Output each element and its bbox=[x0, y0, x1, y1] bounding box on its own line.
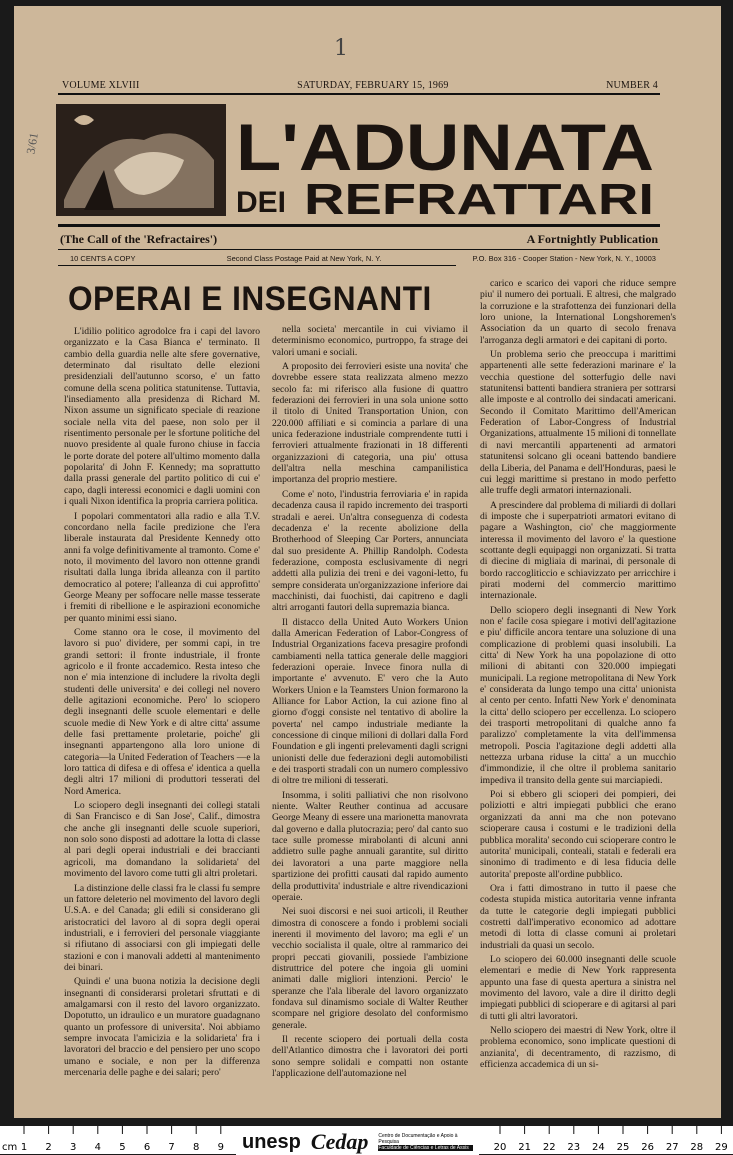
paragraph: A prescindere dal problema di miliardi di dollari di imposte che i superpatrioti armatori evitano di pagare a Washington, cio' che maggiormente interessa il movimento del lavoro e' la questione scottante degli equipaggi non organizzati. Si tratta di diecine di migliaia di marinai, di personale di bordo raccogliticcio e schiavizzato per arricchire i pirati moderni del commercio marittimo internazionale. bbox=[480, 499, 676, 602]
paragraph: Come e' noto, l'industria ferroviaria e' in rapida decadenza causa il rapido incremento dei trasporti stradali e aerei. Un'altra conseguenza di codesta decadenza e' la recente abolizione della Brotherhood of Sleeping Car Porters, annunciata dal suo presidente A. Phillip Randolph. Codesta federazione, composta esclusivamente di negri addetti alla pulizia dei treni e dei vagoni-letto, fu sempre considerata un'organizzazione inferiore dai macchinisti, dai fuochisti, dai capitreno e dagli altri arroganti fautori della supremazia bianca. bbox=[272, 488, 468, 614]
ruler-number: 25 bbox=[616, 1142, 630, 1153]
title-dei: DEI bbox=[236, 186, 287, 219]
article-column-2 bbox=[272, 324, 468, 1082]
paragraph: nella societa' mercantile in cui viviamo il determinismo economico, purtroppo, fa strage dei valori umani e sociali. bbox=[272, 324, 468, 358]
volume: VOLUME XLVIII bbox=[62, 80, 140, 91]
ruler-number: 26 bbox=[641, 1142, 654, 1153]
ruler-number: 6 bbox=[143, 1142, 151, 1153]
paragraph: Lo sciopero degli insegnanti dei collegi statali di San Francisco e di San Jose', Calif., dimostra che anche gli insegnanti delle scuole superiori, non solo sono disposti ad adottare la lotta di classe al pari degli operai industriali e dei braccianti agricoli, ma domandano la solidarieta' del movimento del lavoro come tutti gli altri proletari. bbox=[64, 800, 260, 880]
footer-logos bbox=[236, 1129, 479, 1155]
article-headline: OPERAI E INSEGNANTI bbox=[68, 280, 432, 318]
address: P.O. Box 316 - Cooper Station - New York, N. Y., 10003 bbox=[472, 254, 656, 263]
ruler-number: 29 bbox=[715, 1142, 728, 1153]
scale-ruler bbox=[0, 1126, 733, 1154]
price: 10 CENTS A COPY bbox=[70, 254, 136, 263]
masthead bbox=[54, 100, 660, 220]
ruler-number: 3 bbox=[70, 1142, 77, 1153]
article-column-1 bbox=[64, 326, 260, 1081]
paragraph: La distinzione delle classi fra le classi fu sempre un fattore deleterio nel movimento del lavoro degli U.S.A. e del Canada; gli edili si considerano gli aristocratici del lavoro al di sopra degli operai industriali, e i ferrovieri del personale viaggiante si rifiutano di associarsi con gli impiegati delle stazioni e con i manovali addetti al mantenimento dei binari. bbox=[64, 882, 260, 973]
paragraph: Dello sciopero degli insegnanti di New York non e' facile cosa spiegare i motivi dell'agitazione e piu' difficile ancora tentare una soluzione di una complicazione di problemi quasi insolubili. La citta' di New York ha una popolazione di otto milioni di abitanti con 320.000 impiegati municipali. La regione metropolitana di New York e' considerata da lungo tempo una citta' unionista al cento per cento. Infatti New York e' denominata la citta' dello sciopero per eccellenza. Lo sciopero dei trasporti metropolitani di qualche anno fa paralizzo' completamente la vita dell'immensa metropoli. Poscia l'agitazione degli addetti alla nettezza urbana riduse la citta' a un mucchio d'immondizie, il che oltre il problema sanitario impediva il transito della gente sui marciapiedi. bbox=[480, 604, 676, 786]
info-rule-bottom bbox=[58, 265, 456, 266]
paragraph: Quindi e' una buona notizia la decisione degli insegnanti di considerarsi proletari sfruttati e di amalgamarsi con il resto del lavoro organizzato. Dopotutto, un idraulico e un muratore guadagnano quanto un professore di universita'. Noi abbiamo sempre invocata l'amicizia e la solidarieta' fra i lavoratori del braccio e del pensiero per uno scopo umano e sociale, e non per la differenza mercenaria delle paghe e dei salari; pero' bbox=[64, 976, 260, 1078]
unesp-logo: unesp bbox=[242, 1130, 301, 1153]
paragraph: Insomma, i soliti palliativi che non risolvono niente. Walter Reuther continua ad accusare George Meany di essere una marionetta manovrata dal governo e dalla plutocrazia; pero' dal canto suo tace sulle promesse mirabolanti di alcuni anni addietro sulle paghe annuali garantite, sul diritto dei lavoratori a una parte maggiore nella spartizione dei profitti causati dal rapido aumento della produttivita' industriale e altre rivendicazioni operaie. bbox=[272, 789, 468, 903]
paragraph: Poi si ebbero gli scioperi dei pompieri, dei poliziotti e altri impiegati pubblici che erano organizzati da anni ma che non potevano scioperare causa i costumi e le tradizioni della pubblica moralita' secondo cui scioperare contro le autorita' municipali, conteali, statali e federali era sinonimo di tradimento e di lesa fiducia delle autorita' preposte all'ordine pubblico. bbox=[480, 789, 676, 880]
paragraph: I popolari commentatori alla radio e alla T.V. concordano nella facile predizione che l'era liberale instaurata dal Presidente Kennedy otto anni fa volge definitivamente al tramonto. Come e' noto, il movimento del lavoro non ottenne grandi risultati dalla lunga ibrida alleanza con il partito democratico al potere; l'alleanza di cui approfitto' George Meany per soffocare nelle masse tesserate i fremiti di ribellione e le aspirazioni economiche per quanto minimi essi siano. bbox=[64, 510, 260, 624]
title-line2: REFRATTARI bbox=[304, 175, 654, 220]
paragraph: Un problema serio che preoccupa i marittimi appartenenti alle sette federazioni marinare e' la vecchia questione del sotterfugio delle navi statunitensi battenti bandiera straniera per sottrarsi alle imposte e al controllo dei sindacati americani. Secondo il Comitato Marittimo dell'American Federation of Labor-Congress of Industrial Organizations, attualmente 15 milioni di tonnellate di navi mercantili appartenenti ad armatori statunitensi solcano gli oceani battendo bandiere della Liberia, del Panama e dell'Honduras, paesi le cui leggi marittime si prestano in modo perfetto alle truffe degli armatori internazionali. bbox=[480, 349, 676, 497]
ruler-number: 2 bbox=[45, 1142, 52, 1153]
cedap-caption bbox=[378, 1133, 473, 1151]
issue-number: NUMBER 4 bbox=[606, 80, 658, 91]
ruler-number: 8 bbox=[193, 1142, 200, 1153]
cedap-line1: Centro de Documentação e Apoio à Pesquisa bbox=[378, 1133, 458, 1145]
paragraph: Nei suoi discorsi e nei suoi articoli, il Reuther dimostra di conoscere a fondo i problemi sociali inerenti il movimento del lavoro; ma egli e' un vecchio socialista il quale, oltre al rammarico dei propri peccati giovanili, possiede l'ambizione distruttrice del potere che ingoia gli uomini animati dalle migliori intenzioni. Percio' le speranze che l'ala liberale del lavoro organizzato fondava sul dinamismo sociale di Walter Reuther scompare nel grigiore desolato del conformismo generale. bbox=[272, 906, 468, 1031]
paragraph: Lo sciopero dei 60.000 insegnanti delle scuole elementari e medie di New York rappresenta appunto una fase di questa apertura a sinistra nel movimento del lavoro, vale a dire il diritto degli impiegati pubblici di scioperare e di agitarsi al pari di tutti gli altri lavoratori. bbox=[480, 953, 676, 1022]
title-line1: L'ADUNATA bbox=[236, 110, 654, 184]
ruler-number: 4 bbox=[94, 1142, 101, 1153]
article-column-3 bbox=[480, 278, 676, 1073]
newspaper-page bbox=[14, 6, 721, 1118]
paragraph: Come stanno ora le cose, il movimento del lavoro si puo' dividere, per sommi capi, in tre grandi settori: il fronte industriale, il fronte agricolo e il fronte accademico. Resta inteso che non e' mia intenzione di includere la rivolta degli studenti delle universita' e dei collegi nel novero delle agitazioni economiche. Pero' lo sciopero degli insegnanti delle scuole elementari e delle scuole medie di New York e di altre citta' assume delle fasi prettamente proletarie, poiche' gli insegnanti appartengono alla loro unione di categoria—la United Federation of Teachers —e la loro tattica di difesa e di offesa e' identica a quella degli altri 17 milioni di produttori tesserati del Nord America. bbox=[64, 626, 260, 797]
info-rule-top bbox=[58, 249, 660, 250]
subtitle-row bbox=[60, 232, 658, 247]
paragraph: carico e scarico dei vapori che riduce sempre piu' il numero dei portuali. E altresi, che malgrado la corruzione e la strafottenza dei funzionari della loro unione, la International Longshoremen's Association da un quarto di secolo frenava l'arroganza degli armatori e dei capitani di porto. bbox=[480, 278, 676, 346]
ruler-number: 22 bbox=[542, 1142, 556, 1153]
paragraph: Ora i fatti dimostrano in tutto il paese che codesta stupida mistica autoritaria venne infranta da tutte le categorie degli impiegati pubblici costretti dall'imperativo economico ad adottare metodi di lotta di classe comuni ai proletari industriali da quasi un secolo. bbox=[480, 882, 676, 951]
mast-rule bbox=[58, 224, 660, 227]
subtitle-right: A Fortnightly Publication bbox=[526, 232, 658, 246]
ruler-number: 24 bbox=[592, 1142, 605, 1153]
handwritten-side-mark: 3/61 bbox=[23, 131, 41, 156]
ruler-number: 20 bbox=[493, 1142, 507, 1153]
handwritten-page-mark: 1 bbox=[334, 36, 348, 61]
ruler-number: 1 bbox=[20, 1142, 28, 1153]
ruler-number: 5 bbox=[119, 1142, 126, 1153]
subtitle-left: (The Call of the 'Refractaires') bbox=[60, 232, 218, 246]
top-rule bbox=[58, 93, 660, 95]
cedap-line2: Faculdade de Ciências e Letras de Assis bbox=[378, 1145, 473, 1151]
publication-info bbox=[70, 254, 656, 263]
paragraph: Il recente sciopero dei portuali della costa dell'Atlantico dimostra che i lavoratori dei porti sono sempre solidali e compatti non ostante l'applicazione dell'automazione nel bbox=[272, 1033, 468, 1079]
ruler-number: 7 bbox=[168, 1142, 175, 1153]
paragraph: Nello sciopero dei maestri di New York, oltre il problema economico, sono implicate questioni di anzianita', di decentramento, di razzismo, di efficienza accademica di un si- bbox=[480, 1025, 676, 1071]
paragraph: L'idilio politico agrodolce fra i capi del lavoro organizzato e la Casa Bianca e' terminato. Il cambio della guardia nelle alte sfere governative, determinato dal risultato delle elezioni presidenziali dell'autunno scorso, e' un fatto comune della scena politica statunitense. Tuttavia, l'insediamento alla presidenza di Richard M. Nixon assume un significato speciale di reazione sociale nella vita del paese, non solo per il risentimento personale per le sfortune politiche del nuovo presidente al quale furono chiuse in faccia le porte dorate del potere all'ultimo momento dalla popolarita' di John F. Kennedy; ma soprattutto dalla prassi generale del partito politico di cui e' capo, dagli interessi economici e dagli uomini con i quali Nixon identifica la propria carriera politica. bbox=[64, 326, 260, 508]
ruler-number: 9 bbox=[217, 1142, 224, 1153]
cedap-logo: Cedap bbox=[310, 1129, 369, 1154]
ruler-number: 28 bbox=[690, 1142, 704, 1153]
ruler-number: 21 bbox=[518, 1142, 531, 1153]
ruler-number: 23 bbox=[567, 1142, 581, 1153]
issue-date: SATURDAY, FEBRUARY 15, 1969 bbox=[297, 80, 449, 91]
ruler-number: 27 bbox=[665, 1142, 679, 1153]
issue-line bbox=[62, 80, 658, 91]
paragraph: Il distacco della United Auto Workers Union dalla American Federation of Labor-Congress of Industrial Organizations faceva presagire profondi cambiamenti nella tattica generale delle maggiori federazioni operaie. Invece finora nulla di importante e' avvenuto. E' vero che la Auto Workers Union e la Teamsters Union formarono la Alliance for Labor Action, la cui azione fino al giorno d'oggi consiste nel tentativo di abolire la poverta' nel campo industriale mediante la concessione di cinque milioni di dollari dalla Ford Foundation e gli ingenti prelevamenti dagli scrigni unionisti delle due federazioni degli automobilisti e dei trasporti stradali con un numero complessivo di oltre tre milioni di tesserati. bbox=[272, 616, 468, 787]
ruler-unit: cm bbox=[2, 1142, 18, 1153]
paragraph: A proposito dei ferrovieri esiste una novita' che dovrebbe essere stata realizzata almeno mezzo secolo fa: mi riferisco alla fusione di quattro federazioni dei ferrovieri in una sola unione sotto il titolo di United Transportation Union, con 220.000 affiliati e si comincia a parlare di una unica federazione industriale comprendente tutti i ferrovieri attualmente frazionati in 18 differenti organizzazioni di categoria, una piu' ottusa dell'altra nella meschina campanilistica importanza del proprio mestiere. bbox=[272, 361, 468, 486]
postage: Second Class Postage Paid at New York, N. Y. bbox=[226, 254, 382, 263]
